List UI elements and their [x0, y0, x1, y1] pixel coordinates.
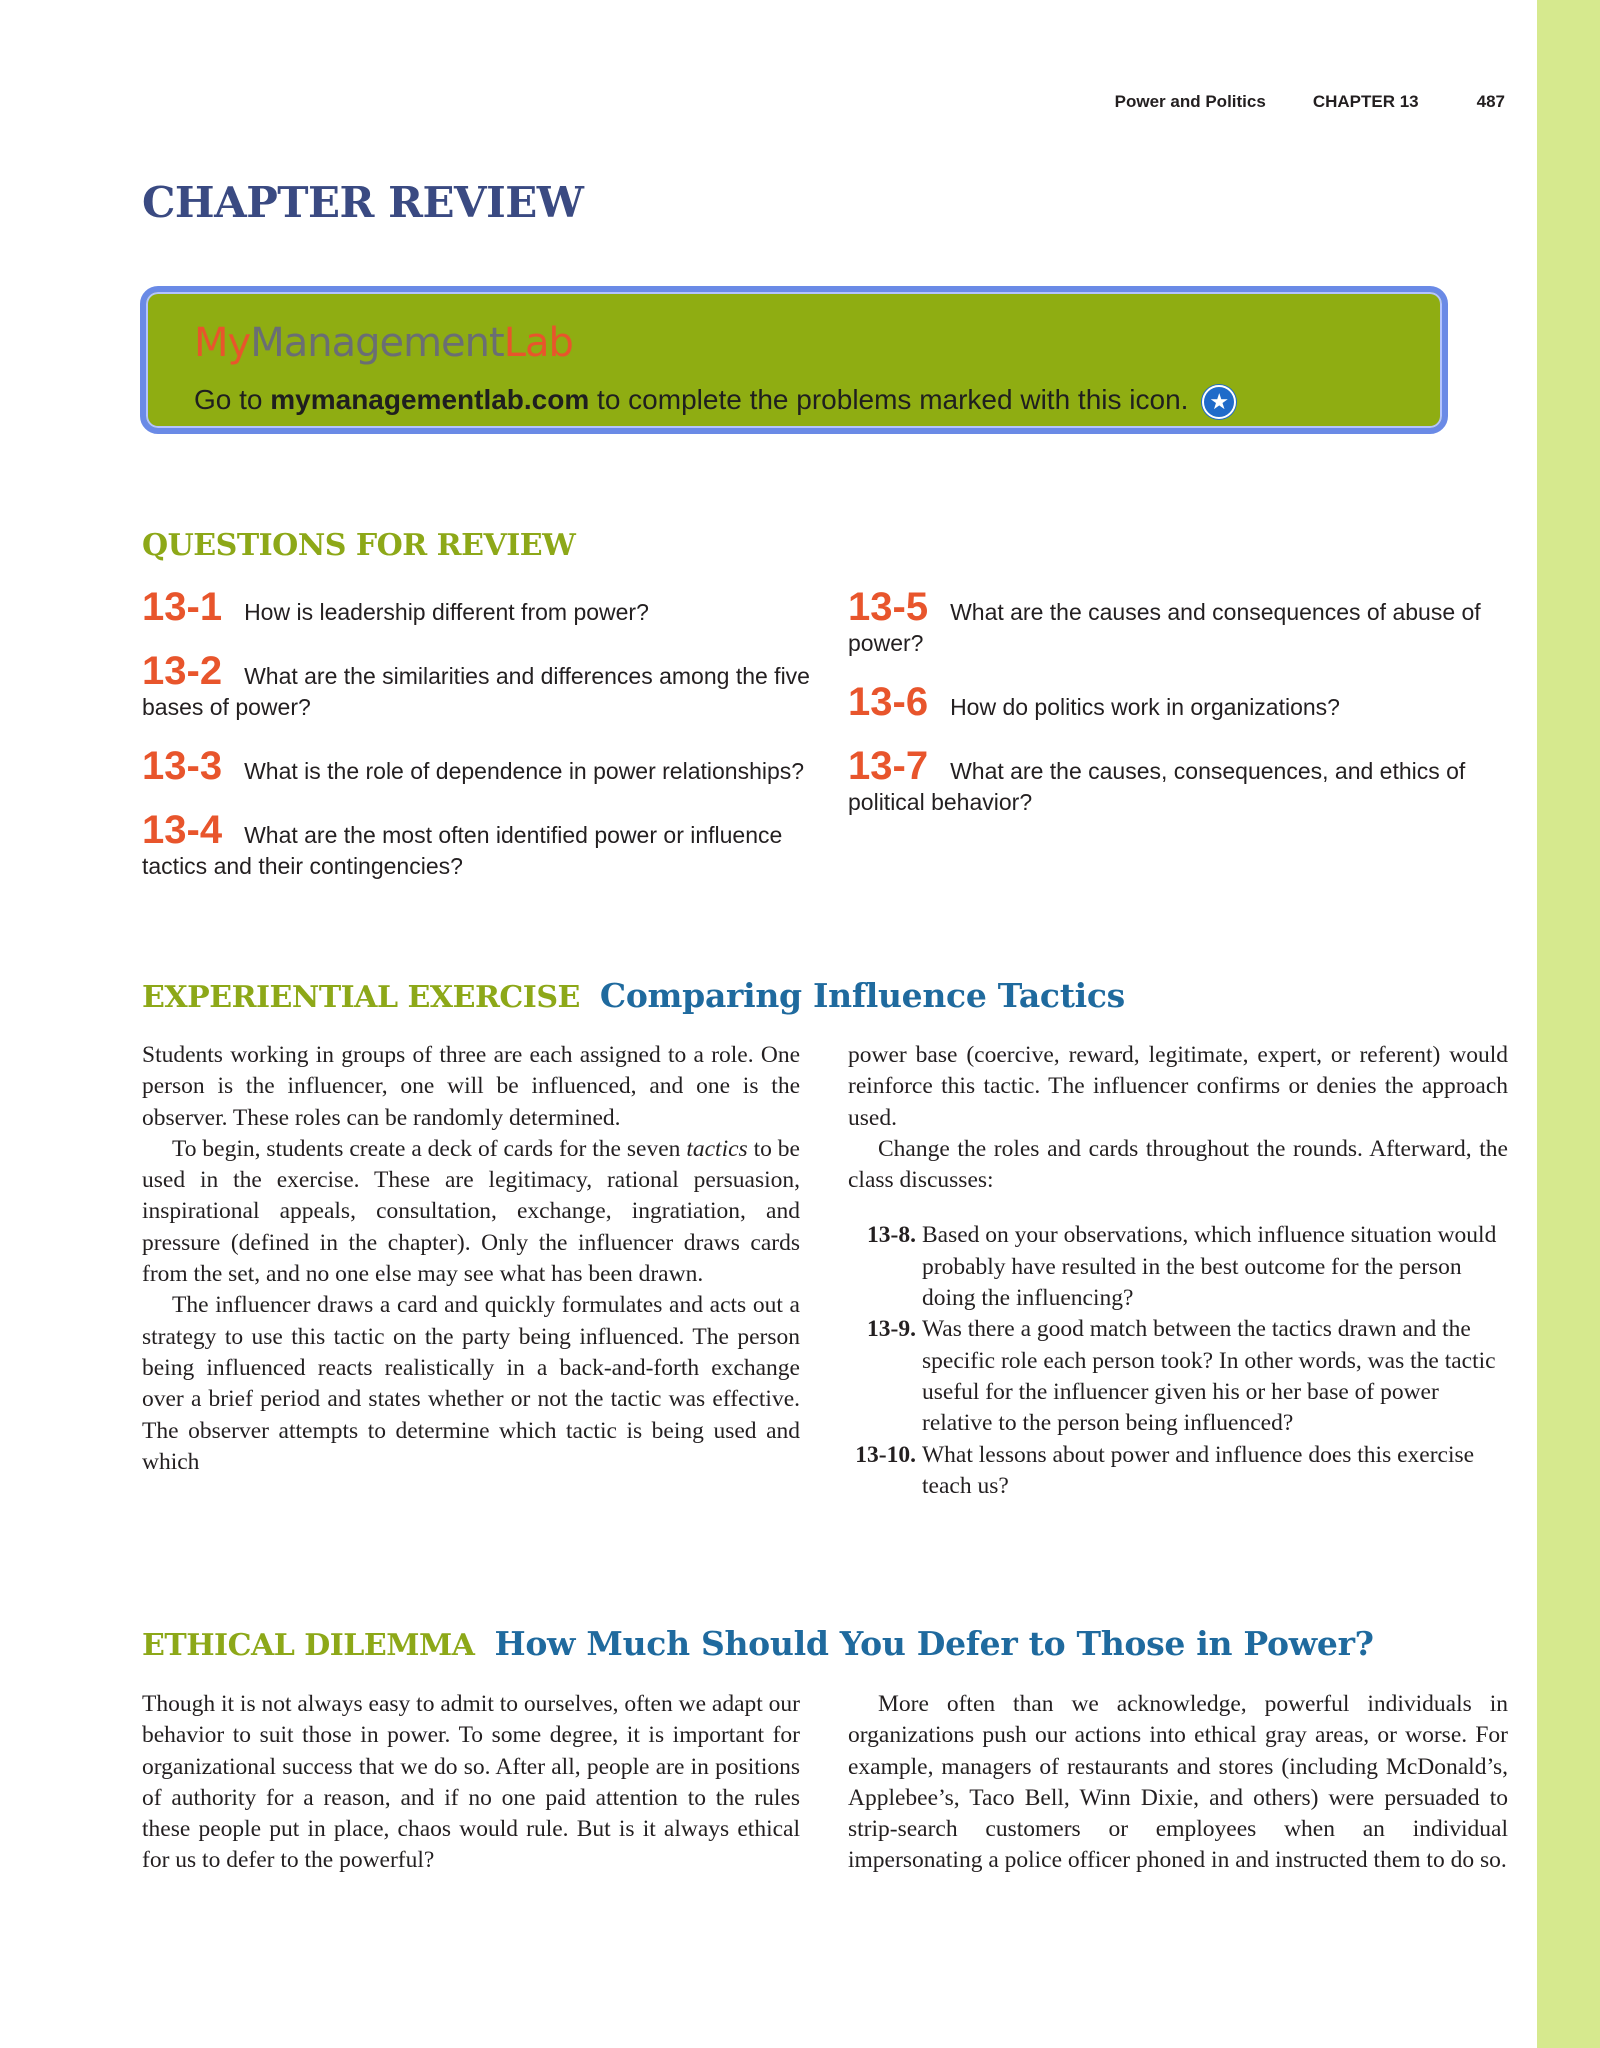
paragraph — [142, 1134, 800, 1290]
ethical-dilemma-heading — [142, 1624, 1374, 1663]
paragraph: Students working in groups of three are each assigned to a role. One person is the influencer, one will be influenced, and one is the observer. These roles can be randomly determined. — [142, 1042, 800, 1131]
ethical-dilemma-label: ETHICAL DILEMMA — [142, 1628, 475, 1663]
question-number: 13-7 — [848, 744, 929, 788]
question-text: What are the causes, consequences, and ethics of political behavior? — [848, 758, 1466, 815]
logo-management: Management — [250, 320, 504, 366]
questions-right-column — [848, 585, 1488, 842]
question-number: 13-3 — [142, 744, 223, 788]
question-text: How is leadership different from power? — [244, 599, 649, 625]
experiential-exercise-title: Comparing Influence Tactics — [599, 976, 1125, 1015]
ethical-left-column — [142, 1689, 800, 1877]
mymanagementlab-banner — [140, 286, 1448, 434]
running-head-title: Power and Politics — [1114, 92, 1266, 111]
instruction-prefix: Go to — [194, 384, 271, 415]
question-text: What are the similarities and differences among the five bases of power? — [142, 663, 810, 720]
question-number: 13-6 — [848, 680, 929, 724]
instruction-suffix: to complete the problems marked with this icon. — [589, 384, 1189, 415]
list-item — [848, 1220, 1508, 1314]
ethical-right-column — [848, 1689, 1508, 1877]
question-number: 13-5 — [848, 585, 929, 629]
question-13-6 — [848, 680, 1488, 724]
paragraph: The influencer draws a card and quickly formulates and acts out a strategy to use this tactic on the party being influenced. The person being influenced reacts realistically in a back-and-forth exchange over a brief period and states whether or not the tactic was effective. The observer attempts to determine which tactic is being used and which — [142, 1292, 800, 1475]
experiential-left-column — [142, 1040, 800, 1478]
questions-for-review-heading: QUESTIONS FOR REVIEW — [142, 528, 576, 563]
list-item — [848, 1440, 1508, 1503]
question-13-2 — [142, 649, 812, 723]
item-number: 13-10. — [855, 1441, 916, 1468]
running-head — [1115, 92, 1505, 112]
mymanagementlab-instruction — [194, 384, 1236, 419]
logo-my: My — [194, 320, 251, 366]
discussion-list — [848, 1220, 1508, 1502]
paragraph: power base (coercive, reward, legitimate, expert, or referent) would reinforce this tactic. The influencer confirms or denies the approach used. — [848, 1042, 1508, 1131]
question-number: 13-1 — [142, 585, 223, 629]
experiential-exercise-label: EXPERIENTIAL EXERCISE — [142, 980, 580, 1015]
running-head-chapter: CHAPTER 13 — [1312, 92, 1419, 111]
chapter-review-heading: CHAPTER REVIEW — [142, 178, 584, 227]
experiential-exercise-heading — [142, 976, 1125, 1015]
question-text: What are the most often identified power or influence tactics and their contingencies? — [142, 822, 783, 879]
question-text: What is the role of dependence in power relationships? — [244, 758, 805, 784]
question-13-3 — [142, 744, 812, 788]
question-number: 13-4 — [142, 808, 223, 852]
text-run: To begin, students create a deck of cards for the seven — [172, 1135, 687, 1162]
logo-lab: Lab — [503, 320, 573, 366]
ethical-dilemma-title: How Much Should You Defer to Those in Power? — [494, 1624, 1374, 1663]
item-text: What lessons about power and influence does this exercise teach us? — [922, 1441, 1475, 1499]
question-13-5 — [848, 585, 1488, 659]
item-text: Was there a good match between the tactics drawn and the specific role each person took? In other words, was the tactic useful for the influencer given his or her base of power relative to the person being influenced? — [922, 1316, 1496, 1437]
italic-term: tactics — [686, 1135, 748, 1162]
mymanagementlab-logo — [194, 320, 573, 366]
question-text: What are the causes and consequences of abuse of power? — [848, 599, 1481, 656]
mymanagementlab-link[interactable]: mymanagementlab.com — [270, 384, 590, 415]
star-icon: ★ — [1202, 385, 1236, 419]
paragraph: More often than we acknowledge, powerful individuals in organizations push our actions into ethical gray areas, or worse. For example, managers of restaurants and stores (including McDonald’s, Applebee’s, Taco Bell, Winn Dixie, and others) were persuaded to strip-search customers or employees when an individual impersonating a police officer phoned in and instructed them to do so. — [848, 1691, 1508, 1874]
item-number: 13-8. — [867, 1222, 916, 1249]
side-color-strip — [1537, 0, 1600, 2048]
question-13-4 — [142, 808, 812, 882]
item-text: Based on your observations, which influence situation would probably have resulted in the best outcome for the person doing the influencing? — [922, 1222, 1497, 1312]
experiential-right-column — [848, 1040, 1508, 1502]
question-number: 13-2 — [142, 649, 223, 693]
questions-left-column — [142, 585, 812, 906]
paragraph: Change the roles and cards throughout the rounds. Afterward, the class discusses: — [848, 1135, 1508, 1194]
question-text: How do politics work in organizations? — [950, 694, 1340, 720]
list-item — [848, 1314, 1508, 1439]
question-13-7 — [848, 744, 1488, 818]
question-13-1 — [142, 585, 812, 629]
text-run: to be used in the exercise. These are legitimacy, rational persuasion, inspirational appeals, consultation, exchange, ingratiation, and pressure (defined in the chapter). Only the influencer draws cards from the set, and no one else may see what has been drawn. — [142, 1135, 800, 1288]
paragraph: Though it is not always easy to admit to ourselves, often we adapt our behavior to suit those in power. To some degree, it is important for organizational success that we do so. After all, people are in positions of authority for a reason, and if no one paid attention to the rules these people put in place, chaos would rule. But is it always ethical for us to defer to the powerful? — [142, 1691, 800, 1874]
page-number: 487 — [1476, 92, 1505, 111]
item-number: 13-9. — [867, 1316, 916, 1343]
